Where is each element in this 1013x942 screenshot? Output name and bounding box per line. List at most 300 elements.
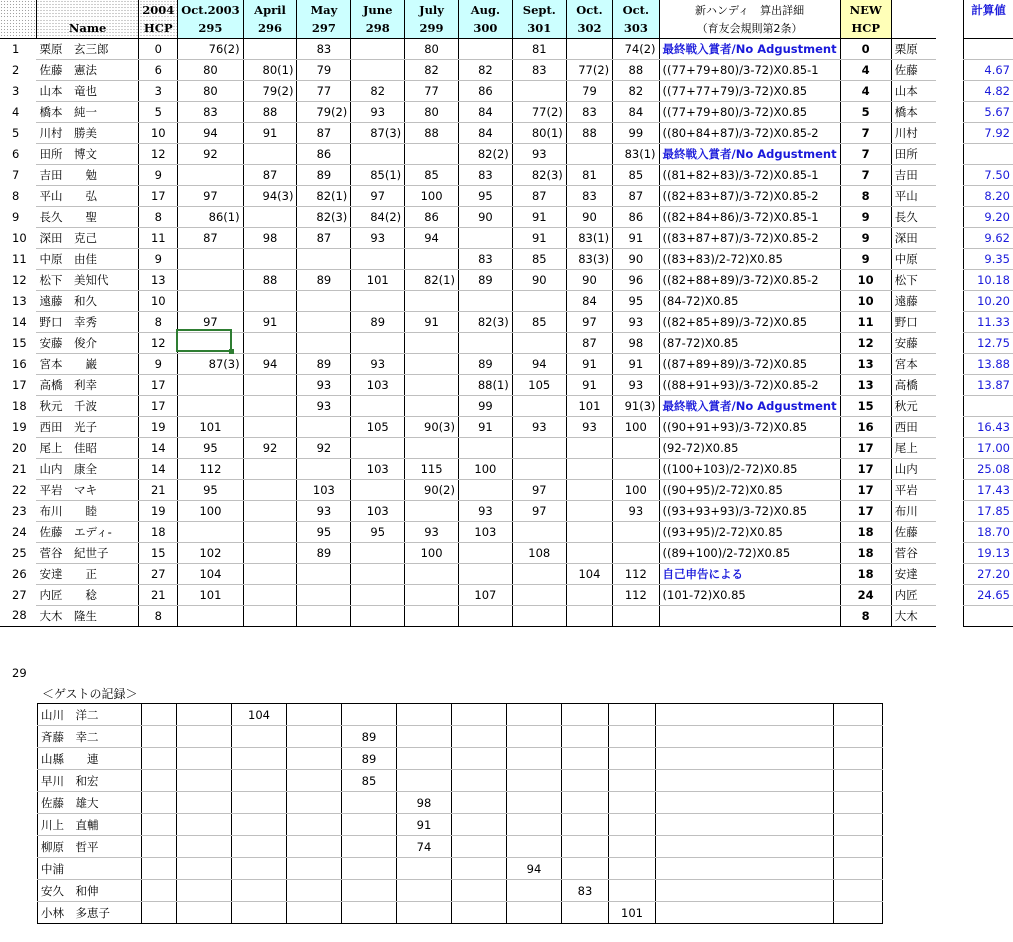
score-cell[interactable] <box>512 584 566 605</box>
score-cell[interactable] <box>351 143 405 164</box>
member-name[interactable]: 西田 光子 <box>36 416 138 437</box>
calc-value[interactable]: 13.88 <box>964 353 1013 374</box>
score-cell[interactable]: 95 <box>178 479 243 500</box>
course-code-header[interactable]: 301 <box>512 19 566 38</box>
guest-detail-cell[interactable] <box>656 858 834 880</box>
detail-header-line1[interactable]: 新ハンディ 算出詳細 <box>659 0 840 19</box>
score-cell[interactable]: 87 <box>178 227 243 248</box>
score-cell[interactable] <box>178 521 243 542</box>
hcp-detail[interactable]: ((81+82+83)/3-72)X0.85-1 <box>659 164 840 185</box>
guest-score-cell[interactable] <box>287 704 342 726</box>
hcp-2004[interactable]: 27 <box>139 563 178 584</box>
new-hcp[interactable]: 16 <box>840 416 891 437</box>
score-cell[interactable]: 92 <box>243 437 297 458</box>
score-cell[interactable]: 74(2) <box>613 38 659 59</box>
gap-cell[interactable] <box>936 458 963 479</box>
score-cell[interactable] <box>512 458 566 479</box>
short-name[interactable]: 遠藤 <box>891 290 936 311</box>
score-cell[interactable]: 77(2) <box>512 101 566 122</box>
guest-score-cell[interactable] <box>562 770 609 792</box>
guest-score-cell[interactable] <box>232 726 287 748</box>
score-cell[interactable] <box>566 500 612 521</box>
score-cell[interactable]: 85 <box>613 164 659 185</box>
hcp-2004[interactable]: 5 <box>139 101 178 122</box>
score-cell[interactable]: 100 <box>613 416 659 437</box>
row-number[interactable]: 27 <box>12 587 27 602</box>
guest-score-cell[interactable] <box>177 792 232 814</box>
member-name[interactable]: 布川 睦 <box>36 500 138 521</box>
hcp-header-top[interactable]: 2004 <box>139 0 178 19</box>
guest-score-cell[interactable] <box>562 836 609 858</box>
score-cell[interactable]: 89 <box>297 269 351 290</box>
score-cell[interactable]: 81 <box>566 164 612 185</box>
hcp-2004[interactable]: 8 <box>139 605 178 626</box>
score-cell[interactable] <box>405 143 459 164</box>
score-cell[interactable]: 83 <box>566 101 612 122</box>
hcp-detail[interactable]: ((89+100)/2-72)X0.85 <box>659 542 840 563</box>
row-number[interactable]: 14 <box>12 314 27 329</box>
row-number[interactable]: 19 <box>12 419 27 434</box>
guest-score-cell[interactable] <box>177 748 232 770</box>
score-cell[interactable] <box>178 164 243 185</box>
hcp-detail[interactable]: ((93+95)/2-72)X0.85 <box>659 521 840 542</box>
guest-score-cell[interactable] <box>232 902 287 924</box>
score-cell[interactable]: 80(1) <box>243 59 297 80</box>
hcp-detail[interactable]: (92-72)X0.85 <box>659 437 840 458</box>
guest-score-cell[interactable] <box>177 880 232 902</box>
score-cell[interactable]: 87 <box>566 332 612 353</box>
hcp-detail[interactable]: ((82+83+87)/3-72)X0.85-2 <box>659 185 840 206</box>
score-cell[interactable]: 76(2) <box>178 38 243 59</box>
score-cell[interactable]: 93 <box>613 374 659 395</box>
score-cell[interactable]: 94 <box>512 353 566 374</box>
guest-score-cell[interactable] <box>507 770 562 792</box>
new-hcp[interactable]: 17 <box>840 437 891 458</box>
hcp-2004[interactable]: 21 <box>139 479 178 500</box>
score-cell[interactable] <box>512 521 566 542</box>
calc-value[interactable]: 7.50 <box>964 164 1013 185</box>
calc-value[interactable]: 18.70 <box>964 521 1013 542</box>
month-header[interactable]: May <box>297 0 351 19</box>
score-cell[interactable]: 89 <box>458 269 512 290</box>
score-cell[interactable] <box>512 80 566 101</box>
gap-cell[interactable] <box>936 500 963 521</box>
month-header[interactable]: Oct. <box>566 0 612 19</box>
member-name[interactable]: 佐藤 憲法 <box>36 59 138 80</box>
score-cell[interactable] <box>405 332 459 353</box>
gap-cell[interactable] <box>936 290 963 311</box>
member-name[interactable]: 中原 由佳 <box>36 248 138 269</box>
new-hcp[interactable]: 17 <box>840 500 891 521</box>
guest-score-cell[interactable]: 94 <box>507 858 562 880</box>
score-cell[interactable]: 99 <box>458 395 512 416</box>
score-cell[interactable]: 100 <box>613 479 659 500</box>
score-cell[interactable]: 86(1) <box>178 206 243 227</box>
guest-score-cell[interactable] <box>507 836 562 858</box>
guest-score-cell[interactable] <box>232 858 287 880</box>
calc-value[interactable] <box>964 395 1013 416</box>
score-cell[interactable]: 79(2) <box>297 101 351 122</box>
guest-score-cell[interactable]: 89 <box>342 748 397 770</box>
row-number[interactable]: 4 <box>12 104 20 119</box>
score-cell[interactable] <box>512 563 566 584</box>
new-hcp[interactable]: 11 <box>840 311 891 332</box>
guest-score-cell[interactable] <box>397 770 452 792</box>
calc-value[interactable]: 9.20 <box>964 206 1013 227</box>
score-cell[interactable]: 86 <box>613 206 659 227</box>
guest-score-cell[interactable] <box>452 902 507 924</box>
row-number[interactable]: 9 <box>12 209 20 224</box>
guest-score-cell[interactable]: 98 <box>397 792 452 814</box>
guest-score-cell[interactable] <box>609 792 656 814</box>
score-cell[interactable]: 112 <box>613 563 659 584</box>
hcp-2004[interactable]: 11 <box>139 227 178 248</box>
row-number[interactable]: 15 <box>12 335 27 350</box>
score-cell[interactable]: 89 <box>297 353 351 374</box>
score-cell[interactable] <box>297 605 351 626</box>
score-cell[interactable]: 84 <box>613 101 659 122</box>
score-cell[interactable]: 95 <box>178 437 243 458</box>
new-hcp[interactable]: 15 <box>840 395 891 416</box>
score-cell[interactable] <box>243 479 297 500</box>
score-cell[interactable]: 101 <box>178 584 243 605</box>
hcp-2004[interactable]: 18 <box>139 521 178 542</box>
course-code-header[interactable]: 296 <box>243 19 297 38</box>
guest-detail-cell[interactable] <box>656 704 834 726</box>
score-cell[interactable]: 83(1) <box>613 143 659 164</box>
hcp-2004[interactable]: 19 <box>139 500 178 521</box>
calc-value[interactable]: 16.43 <box>964 416 1013 437</box>
row-number[interactable]: 28 <box>0 605 36 626</box>
member-name[interactable]: 菅谷 紀世子 <box>36 542 138 563</box>
gap-cell[interactable] <box>936 185 963 206</box>
score-cell[interactable]: 90 <box>566 206 612 227</box>
calc-header-2[interactable] <box>964 19 1013 38</box>
gap-cell[interactable] <box>936 353 963 374</box>
gap-cell[interactable] <box>936 605 963 626</box>
score-cell[interactable]: 107 <box>458 584 512 605</box>
hcp-2004[interactable]: 21 <box>139 584 178 605</box>
guest-score-cell[interactable] <box>397 748 452 770</box>
calc-value[interactable]: 25.08 <box>964 458 1013 479</box>
score-cell[interactable]: 91 <box>243 122 297 143</box>
new-hcp[interactable]: 18 <box>840 563 891 584</box>
score-cell[interactable]: 92 <box>297 437 351 458</box>
calc-value[interactable]: 5.67 <box>964 101 1013 122</box>
guest-score-cell[interactable] <box>142 858 177 880</box>
score-cell[interactable]: 88 <box>613 59 659 80</box>
month-header[interactable]: Sept. <box>512 0 566 19</box>
score-cell[interactable]: 93 <box>458 500 512 521</box>
gap-cell[interactable] <box>936 395 963 416</box>
guest-score-cell[interactable] <box>562 858 609 880</box>
score-cell[interactable]: 79 <box>297 59 351 80</box>
score-cell[interactable] <box>351 605 405 626</box>
score-cell[interactable] <box>243 395 297 416</box>
new-hcp[interactable]: 17 <box>840 458 891 479</box>
guest-score-cell[interactable] <box>342 902 397 924</box>
row-number[interactable]: 12 <box>12 272 27 287</box>
member-name[interactable]: 平山 弘 <box>36 185 138 206</box>
guest-score-cell[interactable] <box>452 726 507 748</box>
score-cell[interactable]: 97 <box>178 185 243 206</box>
gap-cell[interactable] <box>936 542 963 563</box>
score-cell[interactable] <box>458 38 512 59</box>
short-name[interactable]: 安藤 <box>891 332 936 353</box>
row-number[interactable]: 2 <box>12 62 20 77</box>
score-cell[interactable]: 105 <box>351 416 405 437</box>
calc-value[interactable]: 24.65 <box>964 584 1013 605</box>
score-cell[interactable]: 89 <box>297 164 351 185</box>
member-name[interactable]: 橋本 純一 <box>36 101 138 122</box>
short-name[interactable]: 長久 <box>891 206 936 227</box>
score-cell[interactable]: 91 <box>405 311 459 332</box>
score-cell[interactable]: 94 <box>178 122 243 143</box>
score-cell[interactable] <box>351 584 405 605</box>
new-hcp[interactable]: 4 <box>840 59 891 80</box>
score-cell[interactable] <box>566 437 612 458</box>
gap-cell[interactable] <box>936 164 963 185</box>
hcp-2004[interactable]: 19 <box>139 416 178 437</box>
guest-score-cell[interactable] <box>287 858 342 880</box>
guest-score-cell[interactable] <box>609 704 656 726</box>
guest-score-cell[interactable] <box>342 814 397 836</box>
score-cell[interactable]: 88 <box>243 101 297 122</box>
month-header[interactable]: June <box>351 0 405 19</box>
gap-cell[interactable] <box>936 0 963 19</box>
score-cell[interactable] <box>178 269 243 290</box>
month-header[interactable]: July <box>405 0 459 19</box>
score-cell[interactable]: 100 <box>405 185 459 206</box>
guest-score-cell[interactable] <box>177 836 232 858</box>
guest-score-cell[interactable]: 83 <box>562 880 609 902</box>
calc-value[interactable]: 10.20 <box>964 290 1013 311</box>
score-cell[interactable] <box>566 521 612 542</box>
score-cell[interactable] <box>566 479 612 500</box>
score-cell[interactable]: 98 <box>613 332 659 353</box>
guest-detail-cell[interactable] <box>656 836 834 858</box>
hcp-2004[interactable]: 9 <box>139 164 178 185</box>
member-name[interactable]: 平岩 マキ <box>36 479 138 500</box>
calc-value[interactable]: 4.67 <box>964 59 1013 80</box>
new-hcp[interactable]: 13 <box>840 353 891 374</box>
score-cell[interactable] <box>458 542 512 563</box>
score-cell[interactable]: 93 <box>297 395 351 416</box>
guest-detail-cell[interactable] <box>656 902 834 924</box>
score-cell[interactable] <box>243 206 297 227</box>
hcp-2004[interactable]: 3 <box>139 80 178 101</box>
score-cell[interactable]: 89 <box>297 542 351 563</box>
guest-score-cell[interactable] <box>452 836 507 858</box>
guest-name[interactable]: 安久 和伸 <box>38 880 142 902</box>
guest-new-hcp-cell[interactable] <box>834 770 883 792</box>
guest-score-cell[interactable] <box>507 880 562 902</box>
score-cell[interactable]: 83 <box>458 164 512 185</box>
guest-detail-cell[interactable] <box>656 770 834 792</box>
new-hcp[interactable]: 8 <box>840 185 891 206</box>
new-hcp[interactable]: 18 <box>840 521 891 542</box>
new-hcp[interactable]: 17 <box>840 479 891 500</box>
hcp-detail[interactable]: ((88+91+93)/3-72)X0.85-2 <box>659 374 840 395</box>
score-cell[interactable]: 82 <box>405 59 459 80</box>
score-cell[interactable]: 92 <box>178 143 243 164</box>
guest-score-cell[interactable] <box>452 770 507 792</box>
score-cell[interactable] <box>351 38 405 59</box>
gap-cell[interactable] <box>936 479 963 500</box>
member-name[interactable]: 山内 康全 <box>36 458 138 479</box>
gap-cell[interactable] <box>936 416 963 437</box>
gap-cell[interactable] <box>936 311 963 332</box>
score-cell[interactable] <box>405 563 459 584</box>
guest-score-cell[interactable] <box>609 814 656 836</box>
gap-cell[interactable] <box>936 143 963 164</box>
score-cell[interactable] <box>405 584 459 605</box>
row-number[interactable]: 24 <box>12 524 27 539</box>
score-cell[interactable]: 77(2) <box>566 59 612 80</box>
score-cell[interactable]: 85 <box>512 311 566 332</box>
guest-score-cell[interactable] <box>452 748 507 770</box>
score-cell[interactable]: 112 <box>613 584 659 605</box>
score-cell[interactable] <box>243 248 297 269</box>
score-cell[interactable]: 87 <box>297 122 351 143</box>
guest-new-hcp-cell[interactable] <box>834 880 883 902</box>
score-cell[interactable] <box>297 458 351 479</box>
score-cell[interactable] <box>405 605 459 626</box>
score-cell[interactable] <box>458 290 512 311</box>
member-name[interactable]: 栗原 玄三郎 <box>36 38 138 59</box>
hcp-detail[interactable]: ((77+79+80)/3-72)X0.85 <box>659 101 840 122</box>
score-cell[interactable] <box>243 374 297 395</box>
corner-cell[interactable] <box>0 0 36 19</box>
calc-value[interactable]: 7.92 <box>964 122 1013 143</box>
score-cell[interactable] <box>243 416 297 437</box>
short-name[interactable]: 布川 <box>891 500 936 521</box>
hcp-2004[interactable]: 14 <box>139 437 178 458</box>
hcp-detail[interactable]: ((87+89+89)/3-72)X0.85 <box>659 353 840 374</box>
new-hcp[interactable]: 13 <box>840 374 891 395</box>
score-cell[interactable] <box>351 59 405 80</box>
short-name[interactable]: 佐藤 <box>891 59 936 80</box>
score-cell[interactable] <box>458 479 512 500</box>
score-cell[interactable]: 83 <box>458 248 512 269</box>
guest-score-cell[interactable] <box>142 814 177 836</box>
guest-score-cell[interactable] <box>142 770 177 792</box>
guest-score-cell[interactable] <box>142 836 177 858</box>
guest-new-hcp-cell[interactable] <box>834 792 883 814</box>
guest-score-cell[interactable] <box>562 792 609 814</box>
guest-score-cell[interactable] <box>177 902 232 924</box>
hcp-2004[interactable]: 10 <box>139 290 178 311</box>
hcp-detail[interactable]: ((82+88+89)/3-72)X0.85-2 <box>659 269 840 290</box>
score-cell[interactable]: 87 <box>243 164 297 185</box>
score-cell[interactable]: 98 <box>243 227 297 248</box>
score-cell[interactable]: 83 <box>297 38 351 59</box>
guest-score-cell[interactable] <box>177 770 232 792</box>
blank-header[interactable] <box>891 0 936 19</box>
hcp-detail[interactable]: ((83+87+87)/3-72)X0.85-2 <box>659 227 840 248</box>
member-name[interactable]: 安達 正 <box>36 563 138 584</box>
row-number[interactable]: 16 <box>12 356 27 371</box>
short-name[interactable]: 深田 <box>891 227 936 248</box>
score-cell[interactable]: 91 <box>512 227 566 248</box>
guest-new-hcp-cell[interactable] <box>834 836 883 858</box>
score-cell[interactable] <box>297 584 351 605</box>
score-cell[interactable]: 83 <box>178 101 243 122</box>
calc-value[interactable]: 17.85 <box>964 500 1013 521</box>
score-cell[interactable]: 93 <box>613 500 659 521</box>
guest-score-cell[interactable] <box>287 770 342 792</box>
hcp-detail[interactable]: 最終戦入賞者/No Adgustment <box>659 143 840 164</box>
score-cell[interactable]: 94(3) <box>243 185 297 206</box>
guest-name[interactable]: 山縣 連 <box>38 748 142 770</box>
hcp-detail[interactable]: (101-72)X0.85 <box>659 584 840 605</box>
guest-score-cell[interactable] <box>177 814 232 836</box>
guest-score-cell[interactable] <box>609 726 656 748</box>
score-cell[interactable]: 95 <box>297 521 351 542</box>
score-cell[interactable] <box>405 353 459 374</box>
score-cell[interactable] <box>405 500 459 521</box>
gap-cell[interactable] <box>936 227 963 248</box>
score-cell[interactable]: 77 <box>297 80 351 101</box>
name-header-top[interactable] <box>36 0 138 19</box>
guest-detail-cell[interactable] <box>656 792 834 814</box>
score-cell[interactable] <box>405 437 459 458</box>
gap-cell[interactable] <box>936 584 963 605</box>
short-name[interactable]: 栗原 <box>891 38 936 59</box>
member-name[interactable]: 深田 克己 <box>36 227 138 248</box>
score-cell[interactable]: 79 <box>566 80 612 101</box>
hcp-2004[interactable]: 10 <box>139 122 178 143</box>
guest-detail-cell[interactable] <box>656 814 834 836</box>
course-code-header[interactable]: 300 <box>458 19 512 38</box>
row-number[interactable]: 1 <box>12 41 20 56</box>
course-code-header[interactable]: 303 <box>613 19 659 38</box>
score-cell[interactable] <box>351 563 405 584</box>
guest-score-cell[interactable] <box>609 858 656 880</box>
score-cell[interactable] <box>178 605 243 626</box>
score-cell[interactable] <box>178 374 243 395</box>
hcp-detail[interactable]: 最終戦入賞者/No Adgustment <box>659 395 840 416</box>
score-cell[interactable]: 91 <box>512 206 566 227</box>
score-cell[interactable]: 101 <box>566 395 612 416</box>
gap-cell[interactable] <box>936 59 963 80</box>
score-cell[interactable] <box>297 416 351 437</box>
row-number[interactable]: 18 <box>12 398 27 413</box>
hcp-detail[interactable]: (87-72)X0.85 <box>659 332 840 353</box>
blank-header-2[interactable] <box>891 19 936 38</box>
guest-score-cell[interactable] <box>507 748 562 770</box>
guest-name[interactable]: 柳原 哲平 <box>38 836 142 858</box>
score-cell[interactable]: 101 <box>351 269 405 290</box>
new-hcp[interactable]: 7 <box>840 143 891 164</box>
row-number[interactable]: 6 <box>12 146 20 161</box>
hcp-detail[interactable]: ((90+95)/2-72)X0.85 <box>659 479 840 500</box>
score-cell[interactable] <box>243 521 297 542</box>
short-name[interactable]: 平岩 <box>891 479 936 500</box>
score-cell[interactable]: 82(2) <box>458 143 512 164</box>
score-cell[interactable]: 115 <box>405 458 459 479</box>
hcp-detail[interactable]: ((100+103)/2-72)X0.85 <box>659 458 840 479</box>
score-cell[interactable]: 103 <box>458 521 512 542</box>
calc-value[interactable]: 17.00 <box>964 437 1013 458</box>
score-cell[interactable] <box>297 248 351 269</box>
short-name[interactable]: 内匠 <box>891 584 936 605</box>
calc-value[interactable]: 10.18 <box>964 269 1013 290</box>
guest-score-cell[interactable] <box>452 858 507 880</box>
hcp-detail[interactable]: ((83+83)/2-72)X0.85 <box>659 248 840 269</box>
score-cell[interactable] <box>458 563 512 584</box>
guest-score-cell[interactable] <box>397 726 452 748</box>
